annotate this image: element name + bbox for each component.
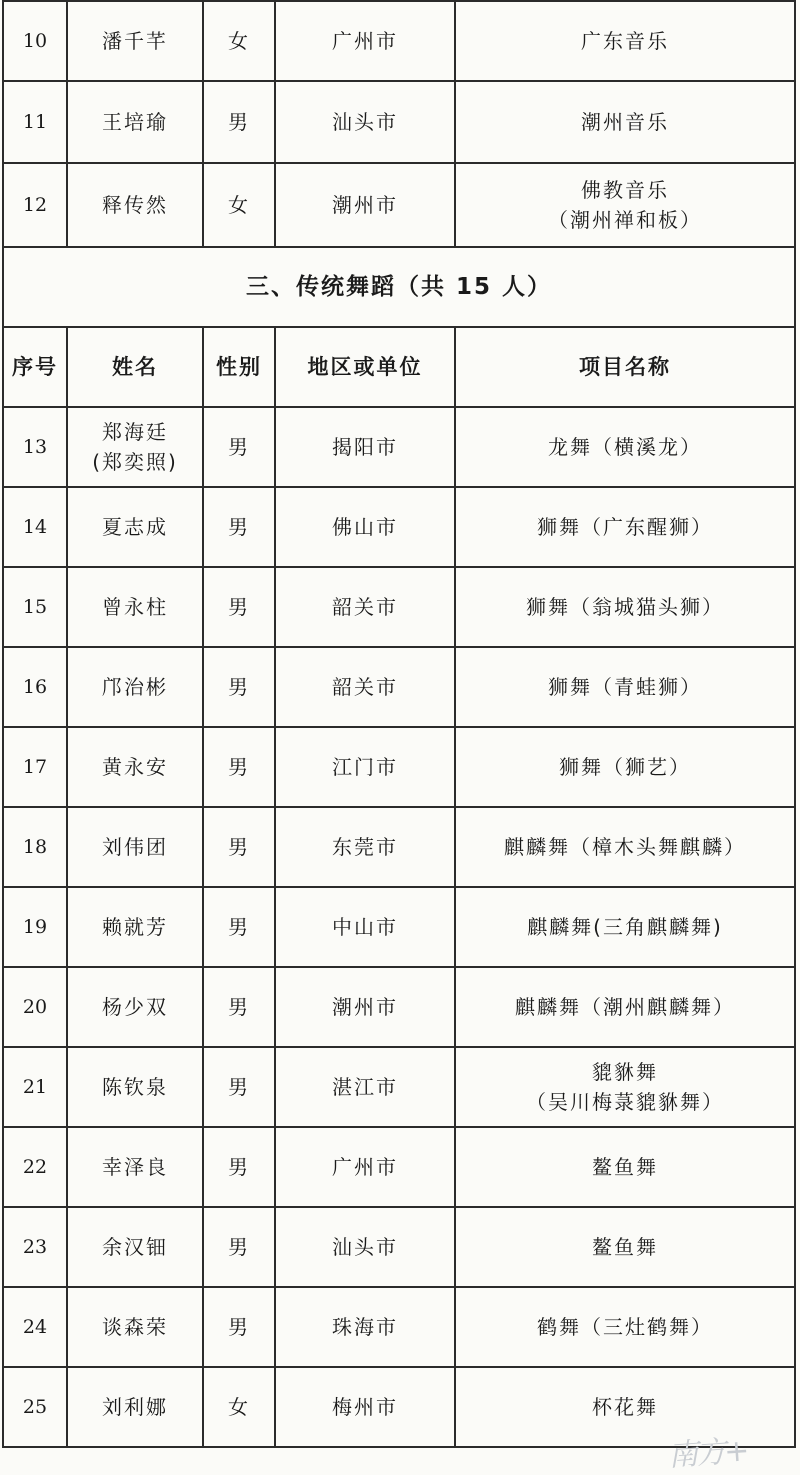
- table-row: [3, 163, 795, 247]
- cell-project: [455, 807, 795, 887]
- cell-number: 25: [3, 1367, 67, 1447]
- table-row: [3, 887, 795, 967]
- cell-name-line: 余汉钿: [102, 1235, 168, 1259]
- cell-number: 12: [3, 163, 67, 247]
- cell-number: 22: [3, 1127, 67, 1207]
- cell-name-line: 邝治彬: [102, 675, 168, 699]
- cell-region: 汕头市: [275, 81, 455, 163]
- cell-number: 20: [3, 967, 67, 1047]
- cell-name-line: 陈钦泉: [102, 1075, 168, 1099]
- cell-number: 19: [3, 887, 67, 967]
- header-gender: 性别: [203, 327, 275, 407]
- cell-region: 广州市: [275, 1, 455, 81]
- cell-project-line: 狮舞（狮艺）: [559, 755, 691, 779]
- cell-region: 潮州市: [275, 163, 455, 247]
- cell-gender: 男: [203, 1207, 275, 1287]
- cell-project: [455, 567, 795, 647]
- cell-project: [455, 1047, 795, 1127]
- cell-project-line: 麒麟舞（潮州麒麟舞）: [515, 995, 735, 1019]
- table-row: [3, 81, 795, 163]
- cell-region: 湛江市: [275, 1047, 455, 1127]
- cell-name: [67, 727, 203, 807]
- cell-region: 东莞市: [275, 807, 455, 887]
- cell-region: 梅州市: [275, 1367, 455, 1447]
- cell-project-line: 佛教音乐: [581, 178, 669, 202]
- table-row: [3, 1127, 795, 1207]
- cell-name-line: 杨少双: [102, 995, 168, 1019]
- cell-number: 16: [3, 647, 67, 727]
- cell-region: 佛山市: [275, 487, 455, 567]
- cell-project-line: 潮州音乐: [581, 110, 669, 134]
- table-row: [3, 967, 795, 1047]
- cell-name: [67, 81, 203, 163]
- cell-project: [455, 887, 795, 967]
- cell-number: 11: [3, 81, 67, 163]
- cell-gender: 男: [203, 647, 275, 727]
- cell-name: [67, 567, 203, 647]
- table-section: [3, 247, 795, 407]
- cell-name: [67, 647, 203, 727]
- cell-project-line: 麒麟舞(三角麒麟舞): [527, 915, 723, 939]
- cell-gender: 男: [203, 81, 275, 163]
- table-row: [3, 407, 795, 487]
- cell-number: 23: [3, 1207, 67, 1287]
- cell-name-line: 幸泽良: [102, 1155, 168, 1179]
- cell-gender: 男: [203, 1047, 275, 1127]
- cell-gender: 女: [203, 1, 275, 81]
- cell-name: [67, 967, 203, 1047]
- cell-name-line: 刘利娜: [102, 1395, 168, 1419]
- table-row: [3, 487, 795, 567]
- cell-project-line: （吴川梅菉貔貅舞）: [526, 1090, 724, 1114]
- cell-region: 潮州市: [275, 967, 455, 1047]
- cell-number: 21: [3, 1047, 67, 1127]
- cell-number: 17: [3, 727, 67, 807]
- cell-gender: 男: [203, 567, 275, 647]
- cell-region: 江门市: [275, 727, 455, 807]
- table-row: [3, 807, 795, 887]
- cell-gender: 男: [203, 807, 275, 887]
- cell-number: 13: [3, 407, 67, 487]
- cell-project-line: 鳌鱼舞: [592, 1155, 658, 1179]
- cell-name-line: 黄永安: [102, 755, 168, 779]
- cell-name-line: (郑奕照): [92, 450, 178, 474]
- section-title-row: [3, 247, 795, 327]
- cell-project: [455, 487, 795, 567]
- table-row: [3, 1207, 795, 1287]
- cell-name-line: 赖就芳: [102, 915, 168, 939]
- header-row: [3, 327, 795, 407]
- cell-name-line: 潘千芊: [102, 29, 168, 53]
- cell-name-line: 刘伟团: [102, 835, 168, 859]
- cell-project: [455, 1127, 795, 1207]
- header-region: 地区或单位: [275, 327, 455, 407]
- cell-gender: 男: [203, 967, 275, 1047]
- cell-project: [455, 81, 795, 163]
- cell-number: 24: [3, 1287, 67, 1367]
- table-body-top: [3, 1, 795, 247]
- cell-project: [455, 407, 795, 487]
- cell-name: [67, 1207, 203, 1287]
- cell-project-line: 广东音乐: [581, 29, 669, 53]
- cell-gender: 男: [203, 887, 275, 967]
- cell-project: [455, 647, 795, 727]
- cell-gender: 女: [203, 1367, 275, 1447]
- cell-name: [67, 807, 203, 887]
- table-row: [3, 1, 795, 81]
- table-body-main: [3, 407, 795, 1447]
- table-row: [3, 727, 795, 807]
- cell-project: [455, 1207, 795, 1287]
- cell-project-line: 貔貅舞: [592, 1060, 658, 1084]
- cell-number: 15: [3, 567, 67, 647]
- cell-name: [67, 1047, 203, 1127]
- heritage-inheritors-table: [2, 0, 796, 1448]
- cell-project-line: 麒麟舞（樟木头舞麒麟）: [504, 835, 746, 859]
- cell-name: [67, 1287, 203, 1367]
- cell-project-line: 狮舞（广东醒狮）: [537, 515, 713, 539]
- cell-gender: 男: [203, 727, 275, 807]
- cell-project: [455, 967, 795, 1047]
- cell-project: [455, 1, 795, 81]
- header-project: 项目名称: [455, 327, 795, 407]
- cell-gender: 男: [203, 487, 275, 567]
- cell-number: 14: [3, 487, 67, 567]
- cell-project-line: 狮舞（青蛙狮）: [548, 675, 702, 699]
- cell-project-line: 鹤舞（三灶鹤舞）: [537, 1315, 713, 1339]
- cell-project-line: 龙舞（横溪龙）: [548, 435, 702, 459]
- table-row: [3, 1287, 795, 1367]
- cell-region: 韶关市: [275, 647, 455, 727]
- cell-region: 珠海市: [275, 1287, 455, 1367]
- cell-name-line: 曾永柱: [102, 595, 168, 619]
- cell-name: [67, 487, 203, 567]
- cell-name: [67, 407, 203, 487]
- cell-name: [67, 1367, 203, 1447]
- cell-name-line: 夏志成: [102, 515, 168, 539]
- section-title: 三、传统舞蹈（共 15 人）: [3, 247, 795, 327]
- cell-gender: 男: [203, 1127, 275, 1207]
- cell-region: 韶关市: [275, 567, 455, 647]
- cell-name: [67, 163, 203, 247]
- cell-name-line: 郑海廷: [102, 420, 168, 444]
- cell-name-line: 王培瑜: [102, 110, 168, 134]
- cell-region: 中山市: [275, 887, 455, 967]
- cell-project-line: 鳌鱼舞: [592, 1235, 658, 1259]
- cell-name: [67, 887, 203, 967]
- table-row: [3, 647, 795, 727]
- cell-project-line: （潮州禅和板）: [548, 208, 702, 232]
- watermark-logo: 南方+: [667, 1433, 749, 1474]
- cell-region: 揭阳市: [275, 407, 455, 487]
- cell-name: [67, 1127, 203, 1207]
- cell-project-line: 杯花舞: [592, 1395, 658, 1419]
- cell-name: [67, 1, 203, 81]
- cell-gender: 男: [203, 407, 275, 487]
- cell-gender: 女: [203, 163, 275, 247]
- table-row: [3, 567, 795, 647]
- cell-project-line: 狮舞（翁城猫头狮）: [526, 595, 724, 619]
- cell-project: [455, 727, 795, 807]
- cell-name-line: 释传然: [102, 193, 168, 217]
- cell-region: 汕头市: [275, 1207, 455, 1287]
- cell-name-line: 谈森荣: [102, 1315, 168, 1339]
- cell-project: [455, 163, 795, 247]
- cell-project: [455, 1287, 795, 1367]
- header-name: 姓名: [67, 327, 203, 407]
- table-row: [3, 1047, 795, 1127]
- cell-gender: 男: [203, 1287, 275, 1367]
- cell-number: 10: [3, 1, 67, 81]
- header-no: 序号: [3, 327, 67, 407]
- cell-number: 18: [3, 807, 67, 887]
- cell-region: 广州市: [275, 1127, 455, 1207]
